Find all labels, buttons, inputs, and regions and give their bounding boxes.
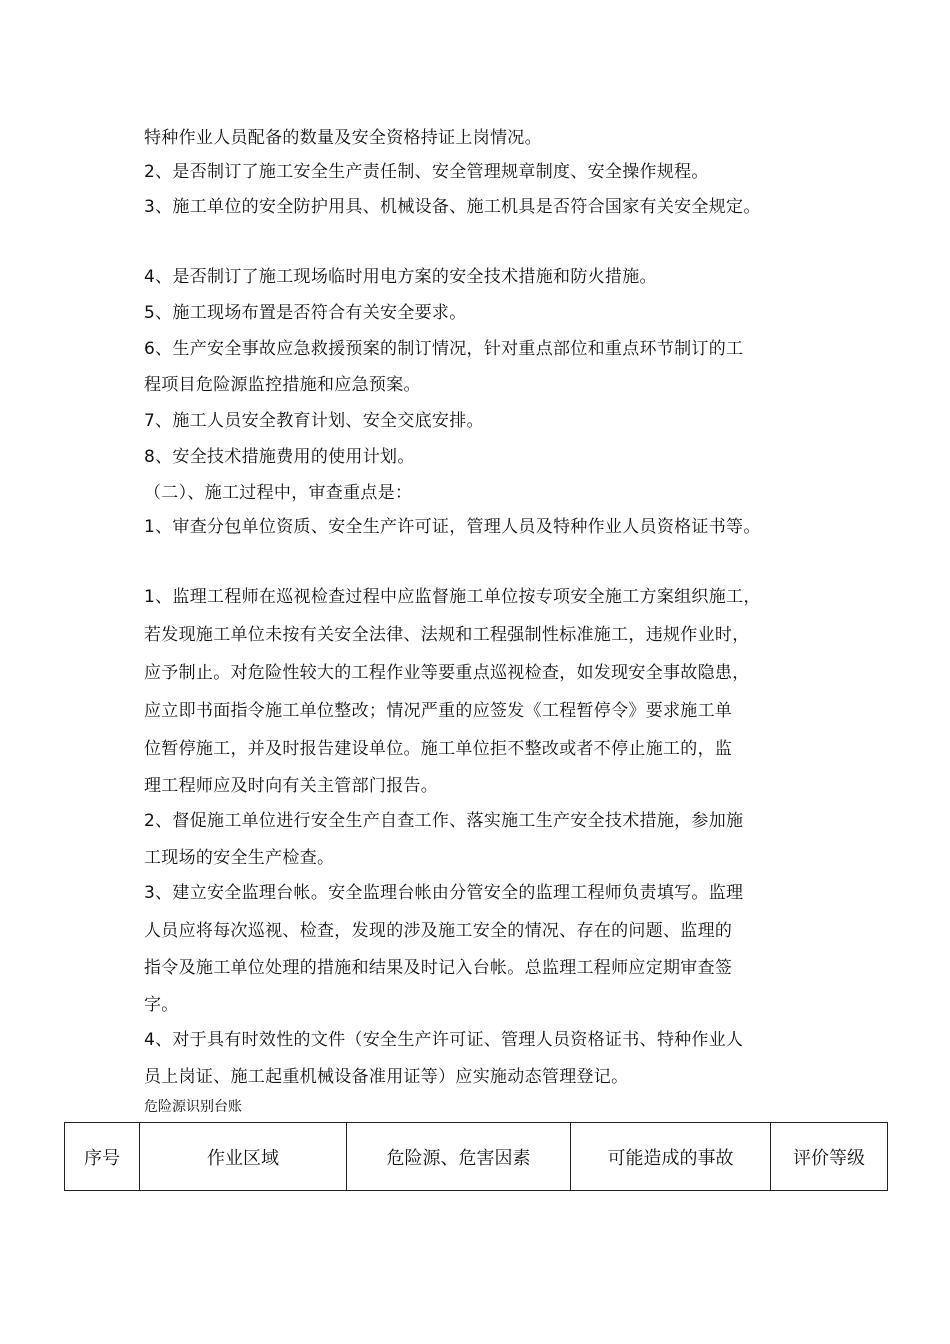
text-line: 理工程师应及时向有关主管部门报告。 <box>144 776 439 796</box>
header-evaluation-level: 评价等级 <box>771 1123 888 1191</box>
text-line: （二）、施工过程中，审查重点是： <box>144 483 413 503</box>
text-line: 6、生产安全事故应急救援预案的制订情况，针对重点部位和重点环节制订的工 <box>144 339 744 359</box>
text-line: 2、是否制订了施工安全生产责任制、安全管理规章制度、安全操作规程。 <box>144 162 709 182</box>
text-line: 4、是否制订了施工现场临时用电方案的安全技术措施和防火措施。 <box>144 267 657 287</box>
text-line: 工现场的安全生产检查。 <box>144 848 335 868</box>
text-line: 人员应将每次巡视、检查，发现的涉及施工安全的情况、存在的问题、监理的 <box>144 921 733 941</box>
text-line: 应立即书面指令施工单位整改；情况严重的应签发《工程暂停令》要求施工单 <box>144 701 733 721</box>
header-hazard-factors: 危险源、危害因素 <box>347 1123 571 1191</box>
text-line: 5、施工现场布置是否符合有关安全要求。 <box>144 303 467 323</box>
header-possible-accidents: 可能造成的事故 <box>571 1123 771 1191</box>
text-line: 若发现施工单位未按有关安全法律、法规和工程强制性标准施工，违规作业时， <box>144 625 750 645</box>
text-line: 员上岗证、施工起重机械设备准用证等）应实施动态管理登记。 <box>144 1067 629 1087</box>
text-line: 程项目危险源监控措施和应急预案。 <box>144 375 421 395</box>
text-line: 7、施工人员安全教育计划、安全交底安排。 <box>144 411 484 431</box>
hazard-ledger-table <box>64 1122 888 1191</box>
text-line: 指令及施工单位处理的措施和结果及时记入台帐。总监理工程师应定期审查签 <box>144 958 733 978</box>
text-line: 特种作业人员配备的数量及安全资格持证上岗情况。 <box>144 128 542 148</box>
text-line: 3、施工单位的安全防护用具、机械设备、施工机具是否符合国家有关安全规定。 <box>144 197 761 217</box>
text-line: 字。 <box>144 995 179 1015</box>
text-line: 8、安全技术措施费用的使用计划。 <box>144 447 415 467</box>
text-line: 位暂停施工，并及时报告建设单位。施工单位拒不整改或者不停止施工的，监 <box>144 739 733 759</box>
table-caption: 危险源识别台账 <box>144 1099 242 1115</box>
text-line: 1、审查分包单位资质、安全生产许可证，管理人员及特种作业人员资格证书等。 <box>144 517 761 537</box>
text-line: 3、建立安全监理台帐。安全监理台帐由分管安全的监理工程师负责填写。监理 <box>144 883 744 903</box>
table-header-row <box>65 1123 888 1191</box>
text-line: 2、督促施工单位进行安全生产自查工作、落实施工生产安全技术措施，参加施 <box>144 811 744 831</box>
header-serial-number: 序号 <box>65 1123 140 1191</box>
header-work-area: 作业区域 <box>140 1123 347 1191</box>
text-line: 应予制止。对危险性较大的工程作业等要重点巡视检查，如发现安全事故隐患， <box>144 663 750 683</box>
text-line: 4、对于具有时效性的文件（安全生产许可证、管理人员资格证书、特种作业人 <box>144 1030 744 1050</box>
text-line: 1、监理工程师在巡视检查过程中应监督施工单位按专项安全施工方案组织施工， <box>144 587 761 607</box>
